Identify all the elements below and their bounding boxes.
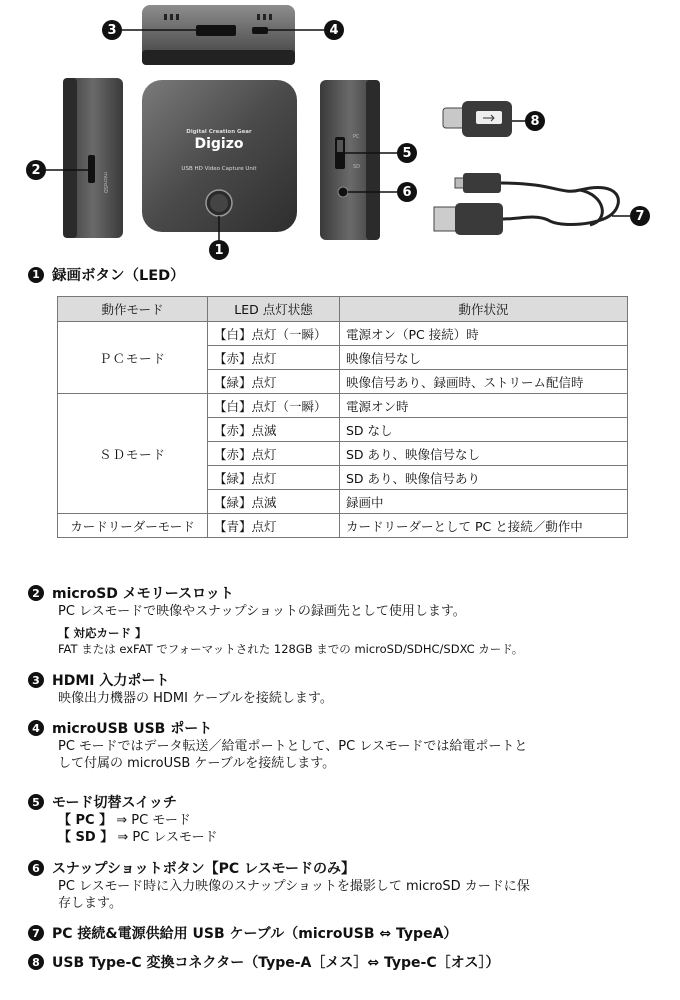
item-number: 8	[28, 954, 44, 970]
status-cell: 映像信号なし	[340, 346, 628, 370]
mode-value-pc: ⇒ PC モード	[116, 813, 191, 828]
mode-value-sd: ⇒ PC レスモード	[117, 830, 218, 845]
item-title: USB Type-C 変換コネクター（Type-A［メス］⇔ Type-C［オス］）	[52, 955, 500, 971]
callout-1: 1	[209, 240, 229, 260]
item-number: 2	[28, 585, 44, 601]
front-view	[142, 80, 297, 232]
item-microusb-port	[28, 718, 660, 772]
mode-line-pc	[58, 812, 660, 829]
column-header-mode: 動作モード	[58, 297, 208, 322]
led-cell: 【緑】点滅	[208, 490, 340, 514]
status-cell: 電源オン時	[340, 394, 628, 418]
item-description: 映像出力機器の HDMI ケーブルを接続します。	[58, 691, 333, 706]
item-description-line-2: して付属の microUSB ケーブルを接続します。	[58, 756, 336, 771]
led-cell: 【赤】点灯	[208, 346, 340, 370]
usb-cable	[434, 173, 618, 235]
item-title: スナップショットボタン【PC レスモードのみ】	[52, 861, 356, 877]
led-cell: 【緑】点灯	[208, 370, 340, 394]
mode-key-sd: 【 SD 】	[58, 830, 114, 845]
callout-5: 5	[397, 143, 417, 163]
item-description-line-1: PC レスモード時に入力映像のスナップショットを撮影して microSD カードに保	[58, 879, 530, 894]
product-diagram	[0, 0, 680, 262]
led-status-table	[57, 296, 628, 538]
brand-small-text: Digital Creation Gear	[186, 129, 252, 135]
item-mode-switch	[28, 792, 660, 846]
item-description-line-1: PC モードではデータ転送／給電ポートとして、PC レスモードでは給電ポートと	[58, 739, 528, 754]
led-cell: 【白】点灯（一瞬）	[208, 322, 340, 346]
item-number: 4	[28, 720, 44, 736]
item-title: PC 接続&電源供給用 USB ケーブル（microUSB ⇔ TypeA）	[52, 926, 458, 942]
slot-label: microSD	[102, 172, 108, 194]
microsd-slot	[88, 155, 95, 183]
led-cell: 【赤】点滅	[208, 418, 340, 442]
callout-2: 2	[26, 160, 46, 180]
status-cell: SD あり、映像信号なし	[340, 442, 628, 466]
mode-cell: カードリーダーモード	[58, 514, 208, 538]
column-header-status: 動作状況	[340, 297, 628, 322]
item-usb-cable	[28, 923, 660, 943]
typec-adapter	[443, 101, 512, 137]
product-name: USB HD Video Capture Unit	[181, 166, 257, 172]
item-number: 6	[28, 860, 44, 876]
left-side-view	[63, 78, 123, 238]
led-cell: 【赤】点灯	[208, 442, 340, 466]
right-side-view	[320, 80, 380, 240]
item-number: 7	[28, 925, 44, 941]
table-row	[58, 514, 628, 538]
led-cell: 【白】点灯（一瞬）	[208, 394, 340, 418]
item-description: PC レスモードで映像やスナップショットの録画先として使用します。	[58, 604, 466, 619]
microusb-port	[252, 27, 268, 34]
column-header-led: LED 点灯状態	[208, 297, 340, 322]
table-row	[58, 322, 628, 346]
item-number: 1	[28, 267, 44, 283]
item-number: 5	[28, 794, 44, 810]
item-title: microSD メモリースロット	[52, 586, 234, 602]
table-header-row	[58, 297, 628, 322]
item-title: モード切替スイッチ	[52, 795, 177, 811]
item-number: 3	[28, 672, 44, 688]
switch-label-sd: SD	[353, 164, 361, 170]
item-hdmi-port	[28, 670, 660, 707]
switch-label-pc: PC	[353, 134, 360, 140]
supported-cards-heading: 【 対応カード 】	[58, 626, 147, 640]
item-title: HDMI 入力ポート	[52, 673, 170, 689]
callout-4: 4	[324, 20, 344, 40]
callout-6: 6	[397, 182, 417, 202]
item-description-line-2: 存します。	[58, 896, 122, 911]
item-title: microUSB USB ポート	[52, 721, 213, 737]
status-cell: カードリーダーとして PC と接続／動作中	[340, 514, 628, 538]
supported-cards-text: FAT または exFAT でフォーマットされた 128GB までの microSD/SDHC/SDXC カード。	[58, 642, 524, 656]
hdmi-port	[196, 25, 236, 36]
mode-cell: ＰＣモード	[58, 322, 208, 394]
section-title-text: 録画ボタン（LED）	[52, 268, 185, 284]
status-cell: 電源オン（PC 接続）時	[340, 322, 628, 346]
item-snapshot-button	[28, 858, 660, 912]
top-view	[142, 5, 295, 65]
snapshot-button	[338, 187, 348, 197]
item-typec-adapter	[28, 952, 660, 972]
status-cell: SD あり、映像信号あり	[340, 466, 628, 490]
mode-cell: ＳＤモード	[58, 394, 208, 514]
led-cell: 【青】点灯	[208, 514, 340, 538]
mode-line-sd	[58, 829, 660, 846]
callout-7: 7	[630, 206, 650, 226]
table-row	[58, 394, 628, 418]
mode-key-pc: 【 PC 】	[58, 813, 113, 828]
device-illustration	[0, 0, 680, 262]
status-cell: 映像信号あり、録画時、ストリーム配信時	[340, 370, 628, 394]
led-cell: 【緑】点灯	[208, 466, 340, 490]
brand-logo: Digizo	[194, 136, 244, 152]
callout-8: 8	[525, 111, 545, 131]
callout-3: 3	[102, 20, 122, 40]
status-cell: SD なし	[340, 418, 628, 442]
record-button-section-title	[28, 264, 185, 285]
status-cell: 録画中	[340, 490, 628, 514]
item-microsd-slot	[28, 583, 660, 657]
